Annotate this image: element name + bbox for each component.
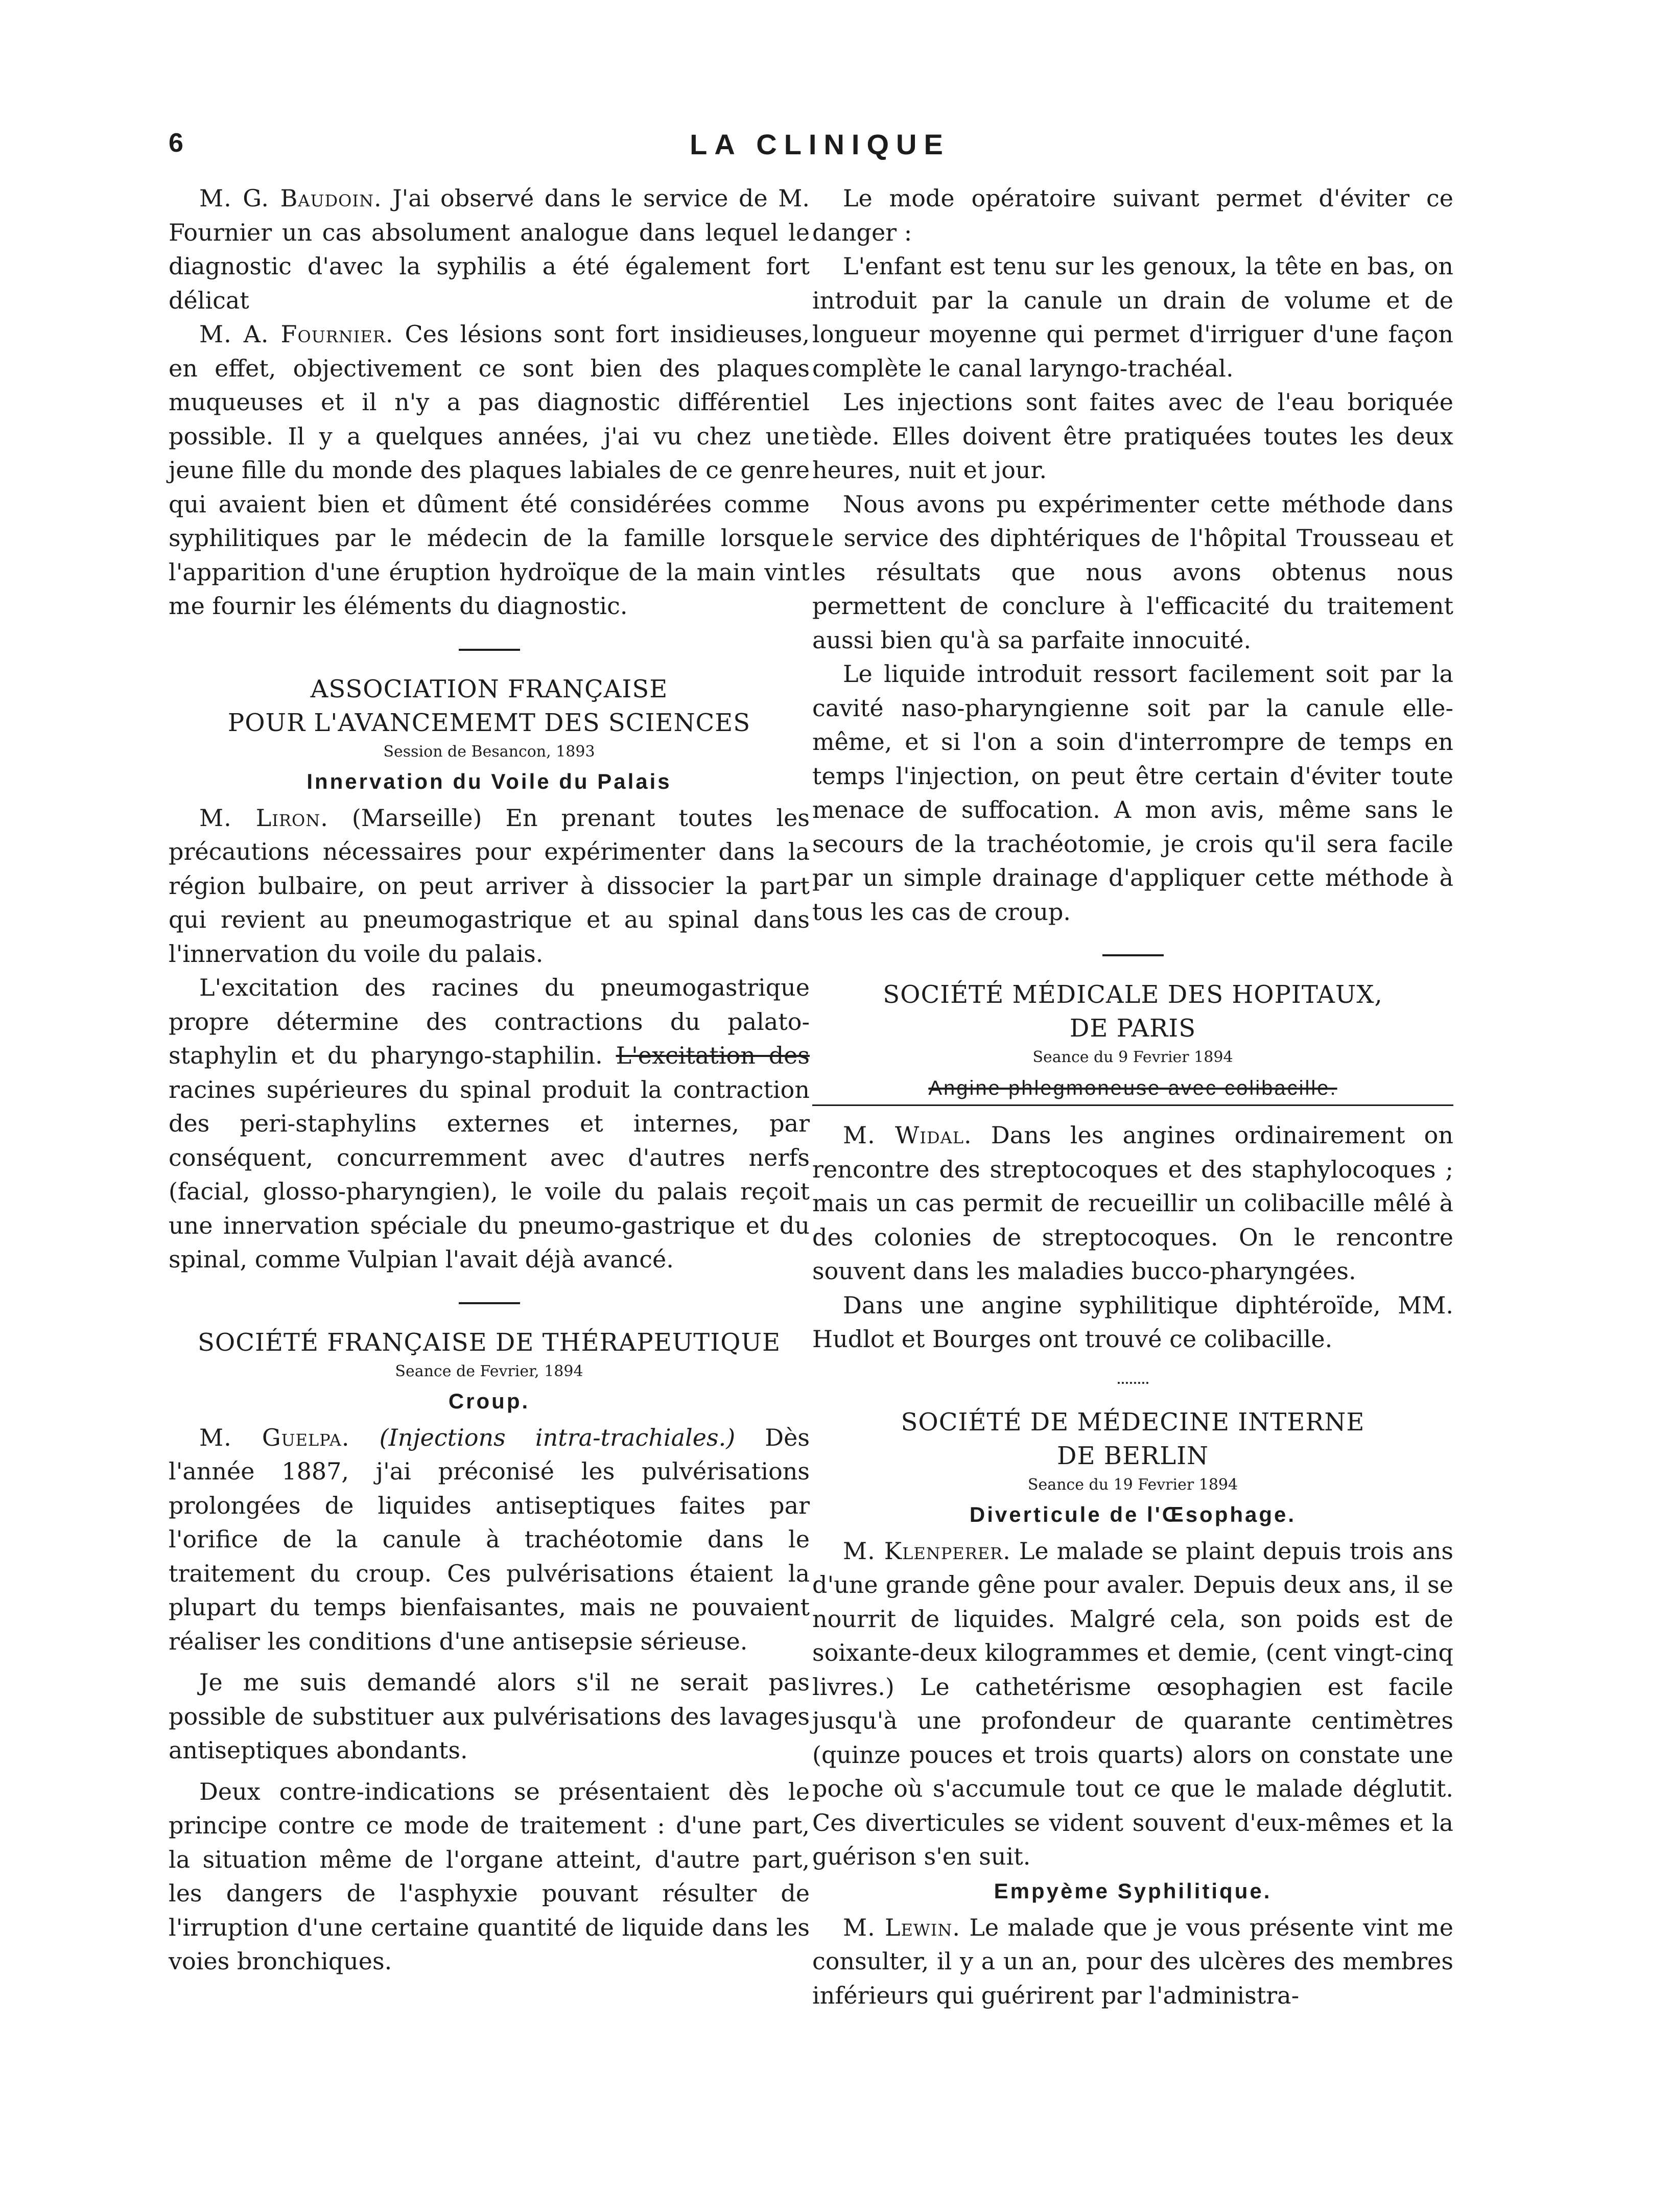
section-divider bbox=[459, 649, 520, 651]
speaker-name: M. Liron. bbox=[199, 804, 328, 832]
paragraph-text: Nous avons pu expérimenter cette méthode dans le service des diphtériques de l'hôpital Trousseau et les résultats que nous avons obtenus nous permettent de conclure à l'efficacité du traitement aussi bien qu'à sa parfaite innocuité. bbox=[812, 490, 1453, 654]
section-title: SOCIÉTÉ FRANÇAISE DE THÉRAPEUTIQUE bbox=[197, 1328, 781, 1357]
paragraph bbox=[812, 1911, 1453, 2013]
section-divider bbox=[1118, 1382, 1148, 1384]
paragraph bbox=[812, 249, 1453, 385]
section-title: DE PARIS bbox=[1069, 1014, 1196, 1043]
paragraph-text: Deux contre-indications se présentaient dès le principe contre ce mode de traitement : d'une part, la situation même de l'organe atteint, d'autre part, les dangers de l'asphyxie pouvant résulter de l'irruption d'une certaine quantité de liquide dans les voies bronchiques. bbox=[169, 1777, 810, 1975]
paragraph-text: Je me suis demandé alors s'il ne serait pas possible de substituer aux pulvérisations des lavages antiseptiques abondants. bbox=[169, 1668, 810, 1764]
paragraph-text: Les injections sont faites avec de l'eau boriquée tiède. Elles doivent être pratiquées toutes les deux heures, nuit et jour. bbox=[812, 388, 1453, 484]
paragraph-text: J'ai observé dans le service de M. Fournier un cas absolument analogue dans lequel le diagnostic d'avec la syphilis a été également fort délicat bbox=[169, 184, 810, 314]
paragraph bbox=[169, 971, 810, 1277]
page-header bbox=[169, 128, 1471, 163]
section-subtitle-struck bbox=[812, 1072, 1453, 1106]
paragraph-text: Le liquide introduit ressort facilement soit par la cavité naso-pharyngienne soit par la canule elle-même, et si l'on a soin d'interrompre de temps en temps l'injection, on peut être certain d'éviter toute menace de suffocation. A mon avis, même sans le secours de la trachéotomie, je crois qu'il sera facile par un simple drainage d'appliquer cette méthode à tous les cas de croup. bbox=[812, 660, 1453, 926]
paragraph bbox=[169, 801, 810, 971]
paragraph bbox=[812, 385, 1453, 487]
paragraph-text: L'enfant est tenu sur les genoux, la tête en bas, on introduit par la canule un drain de volume et de longueur moyenne qui permet d'irriguer d'une façon complète le canal laryngo-trachéal. bbox=[812, 252, 1453, 382]
paragraph-text: Ces lésions sont fort insidieuses, en effet, objectivement ce sont bien des plaques muqueuses et il n'y a pas diagnostic différentiel possible. Il y a quelques années, j'ai vu chez une jeune fille du monde des plaques labiales de ce genre qui avaient bien et dûment été considérées comme syphilitiques par le médecin de la famille lorsque l'apparition d'une éruption hydroïque de la main vint me fournir les éléments du diagnostic. bbox=[169, 320, 810, 620]
paragraph bbox=[812, 1118, 1453, 1288]
page-number: 6 bbox=[169, 128, 183, 158]
paragraph-text: Dans une angine syphilitique diphtéroïde, MM. Hudlot et Bourges ont trouvé ce colibacille. bbox=[812, 1291, 1453, 1353]
paragraph bbox=[169, 1775, 810, 1979]
paragraph-text: Le malade que je vous présente vint me consulter, il y a un an, pour des ulcères des membres inférieurs qui guérirent par l'administra- bbox=[812, 1913, 1454, 2009]
right-column bbox=[812, 181, 1453, 2012]
paragraph bbox=[812, 487, 1453, 657]
italic-text: (Injections intra-trachiales.) bbox=[379, 1423, 736, 1451]
section-session: Seance de Fevrier, 1894 bbox=[395, 1362, 583, 1380]
section-divider bbox=[459, 1302, 520, 1304]
speaker-name: M. Klenperer. bbox=[843, 1537, 1011, 1565]
section-title: SOCIÉTÉ MÉDICALE DES HOPITAUX, bbox=[883, 980, 1383, 1009]
paragraph bbox=[812, 657, 1453, 929]
section-subtitle: Innervation du Voile du Palais bbox=[307, 769, 672, 793]
paragraph bbox=[169, 1421, 810, 1659]
section-subtitle: Empyème Syphilitique. bbox=[994, 1878, 1272, 1903]
paragraph-text: (Marseille) En prenant toutes les précautions nécessaires pour expérimenter dans la région bulbaire, on peut arriver à dissocier la part qui revient au pneumogastrique et au spinal dans l'innervation du voile du palais. bbox=[169, 804, 810, 968]
section-title: POUR L'AVANCEMEMT DES SCIENCES bbox=[227, 708, 751, 737]
paragraph-text: racines supérieures du spinal produit la contraction des peri-staphylins externes et internes, par conséquent, concurremment avec d'autres nerfs (facial, glosso-pharyngien), le voile du palais reçoit une innervation spéciale du pneumo-gastrique et du spinal, comme Vulpian l'avait déjà avancé. bbox=[169, 1075, 810, 1273]
paragraph-text: Dans les angines ordinairement on rencontre des streptocoques et des staphylocoques ; mais un cas permit de recueillir un colibacille mêlé à des colonies de streptocoques. On le rencontre souvent dans les maladies bucco-pharyngées. bbox=[812, 1121, 1453, 1285]
struck-text: Angine phlegmoneuse avec colibacille. bbox=[928, 1077, 1337, 1099]
section-subtitle: Croup. bbox=[448, 1389, 530, 1413]
journal-title: LA CLINIQUE bbox=[690, 128, 950, 160]
speaker-name: M. Widal. bbox=[843, 1121, 972, 1149]
paragraph bbox=[812, 1534, 1453, 1874]
section-title: SOCIÉTÉ DE MÉDECINE INTERNE bbox=[901, 1407, 1365, 1437]
speaker-name: M. A. Fournier. bbox=[199, 320, 394, 348]
paragraph-text: L'excitation des racines du pneumogastrique propre détermine des contractions du palato-staphylin et du pharyngo-staphilin. bbox=[169, 974, 810, 1069]
paragraph bbox=[169, 317, 810, 623]
speaker-name: M. Guelpa. bbox=[199, 1423, 350, 1451]
left-column bbox=[169, 181, 810, 1979]
paragraph bbox=[812, 1288, 1453, 1356]
paragraph bbox=[169, 181, 810, 317]
paragraph bbox=[812, 181, 1453, 249]
section-divider bbox=[1102, 954, 1164, 956]
paragraph-text: Dès l'année 1887, j'ai préconisé les pulvérisations prolongées de liquides antiseptiques faites par l'orifice de la canule à trachéotomie dans le traitement du croup. Ces pulvérisations étaient la plupart du temps bienfaisantes, mais ne pouvaient réaliser les conditions d'une antisepsie sérieuse. bbox=[169, 1423, 810, 1655]
section-session: Session de Besancon, 1893 bbox=[383, 742, 595, 761]
section-title: DE BERLIN bbox=[1056, 1441, 1209, 1470]
paragraph-text: Le malade se plaint depuis trois ans d'une grande gêne pour avaler. Depuis deux ans, il se nourrit de liquides. Malgré cela, son poids est de soixante-deux kilogrammes et demie, (cent vingt-cinq livres.) Le cathetérisme œsophagien est facile jusqu'à une profondeur de quarante centimètres (quinze pouces et trois quarts) alors on constate une poche où s'accumule tout ce que le malade déglutit. Ces diverticules se vident souvent d'eux-mêmes et la guérison s'en suit. bbox=[812, 1537, 1453, 1870]
section-title: ASSOCIATION FRANÇAISE bbox=[310, 674, 668, 703]
section-subtitle: Diverticule de l'Œsophage. bbox=[969, 1502, 1297, 1526]
struck-text: L'excitation des bbox=[616, 1042, 810, 1069]
paragraph bbox=[169, 1665, 810, 1768]
speaker-name: M. G. Baudoin. bbox=[199, 184, 382, 212]
speaker-name: M. Lewin. bbox=[843, 1913, 961, 1941]
paragraph-text: Le mode opératoire suivant permet d'éviter ce danger : bbox=[812, 184, 1453, 246]
section-session: Seance du 19 Fevrier 1894 bbox=[1027, 1475, 1238, 1494]
section-session: Seance du 9 Fevrier 1894 bbox=[1032, 1048, 1233, 1066]
